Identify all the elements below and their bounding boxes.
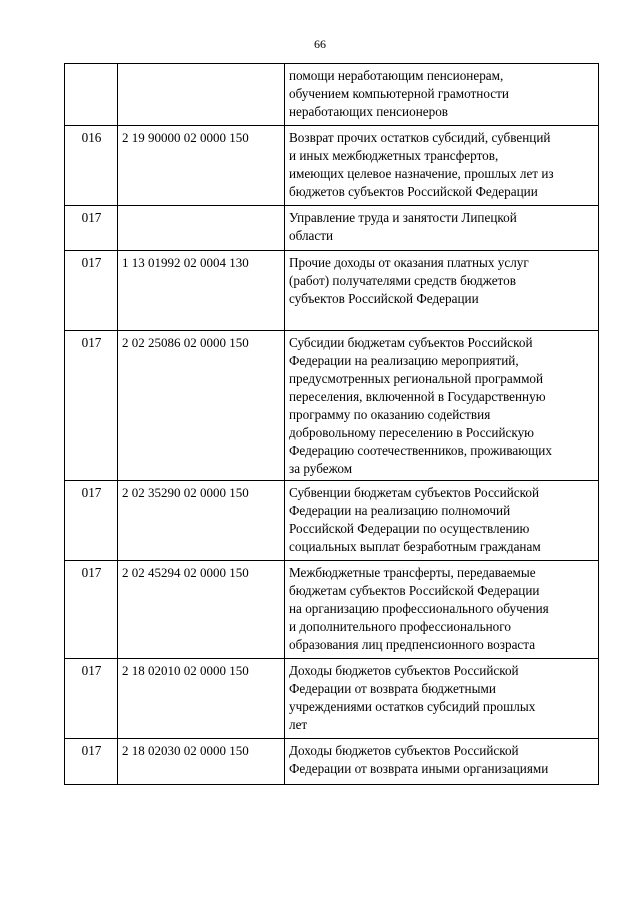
revenue-codes-table (64, 63, 599, 785)
budget-code-cell (118, 64, 285, 126)
revenue-name-line: Управление труда и занятости Липецкой (289, 210, 517, 225)
revenue-name-cell (285, 331, 599, 481)
budget-code-cell (118, 206, 285, 251)
revenue-name-line: неработающих пенсионеров (289, 104, 449, 119)
revenue-name-line: предусмотренных региональной программой (289, 371, 544, 386)
revenue-name-cell (285, 206, 599, 251)
revenue-name-line: Федерации от возврата бюджетными (289, 681, 496, 696)
page-number: 66 (314, 37, 326, 51)
revenue-name-cell (285, 126, 599, 206)
budget-code-cell: 1 13 01992 02 0004 130 (118, 251, 285, 331)
revenue-name-line: программу по оказанию содействия (289, 407, 491, 422)
revenue-name-line: Федерации на реализацию полномочий (289, 503, 511, 518)
budget-code-cell: 2 19 90000 02 0000 150 (118, 126, 285, 206)
budget-code-cell: 2 18 02030 02 0000 150 (118, 739, 285, 785)
revenue-name-line: Федерацию соотечественников, проживающих (289, 443, 552, 458)
revenue-name-line: Федерации на реализацию мероприятий, (289, 353, 519, 368)
revenue-name-line: добровольному переселению в Российскую (289, 425, 535, 440)
admin-code-cell: 016 (65, 126, 118, 206)
admin-code-cell: 017 (65, 251, 118, 331)
revenue-name-line: помощи неработающим пенсионерам, (289, 68, 504, 83)
admin-code-cell: 017 (65, 561, 118, 659)
admin-code-cell: 017 (65, 659, 118, 739)
revenue-name-line: Доходы бюджетов субъектов Российской (289, 663, 519, 678)
admin-code-cell: 017 (65, 206, 118, 251)
revenue-name-line: Прочие доходы от оказания платных услуг (289, 255, 529, 270)
revenue-name-line: Возврат прочих остатков субсидий, субвенций (289, 130, 551, 145)
revenue-name-line: переселения, включенной в Государственную (289, 389, 546, 404)
revenue-name-cell (285, 739, 599, 785)
table-body (65, 64, 599, 785)
revenue-name-line: Федерации от возврата иными организациями (289, 761, 549, 776)
table-row (65, 64, 599, 126)
table-row (65, 659, 599, 739)
budget-code-cell: 2 02 25086 02 0000 150 (118, 331, 285, 481)
table-row (65, 739, 599, 785)
table-row (65, 561, 599, 659)
revenue-name-line: Субсидии бюджетам субъектов Российской (289, 335, 533, 350)
revenue-name-line: Доходы бюджетов субъектов Российской (289, 743, 519, 758)
table-row (65, 206, 599, 251)
table-row (65, 481, 599, 561)
revenue-name-line: бюджетов субъектов Российской Федерации (289, 184, 538, 199)
revenue-name-cell (285, 481, 599, 561)
admin-code-cell: 017 (65, 739, 118, 785)
admin-code-cell: 017 (65, 331, 118, 481)
revenue-name-cell (285, 659, 599, 739)
revenue-name-line: и дополнительного профессионального (289, 619, 511, 634)
revenue-name-line: учреждениями остатков субсидий прошлых (289, 699, 536, 714)
budget-code-cell: 2 18 02010 02 0000 150 (118, 659, 285, 739)
revenue-name-line: Российской Федерации по осуществлению (289, 521, 530, 536)
budget-code-cell: 2 02 35290 02 0000 150 (118, 481, 285, 561)
table-row (65, 251, 599, 331)
revenue-name-line: обучением компьютерной грамотности (289, 86, 509, 101)
budget-code-cell: 2 02 45294 02 0000 150 (118, 561, 285, 659)
revenue-name-line: социальных выплат безработным гражданам (289, 539, 541, 554)
revenue-name-line: Межбюджетные трансферты, передаваемые (289, 565, 536, 580)
admin-code-cell (65, 64, 118, 126)
admin-code-cell: 017 (65, 481, 118, 561)
revenue-name-line: Субвенции бюджетам субъектов Российской (289, 485, 540, 500)
revenue-name-cell (285, 561, 599, 659)
revenue-name-line: лет (289, 717, 308, 732)
revenue-name-line: за рубежом (289, 461, 353, 476)
table-row (65, 331, 599, 481)
table-row (65, 126, 599, 206)
revenue-name-cell (285, 251, 599, 331)
revenue-name-line: и иных межбюджетных трансфертов, (289, 148, 499, 163)
revenue-name-line: имеющих целевое назначение, прошлых лет из (289, 166, 554, 181)
revenue-name-line: области (289, 228, 334, 243)
revenue-name-cell (285, 64, 599, 126)
revenue-name-line: образования лиц предпенсионного возраста (289, 637, 536, 652)
revenue-name-line: на организацию профессионального обучения (289, 601, 549, 616)
revenue-name-line: (работ) получателями средств бюджетов (289, 273, 516, 288)
revenue-name-line: субъектов Российской Федерации (289, 291, 479, 306)
revenue-name-line: бюджетам субъектов Российской Федерации (289, 583, 540, 598)
